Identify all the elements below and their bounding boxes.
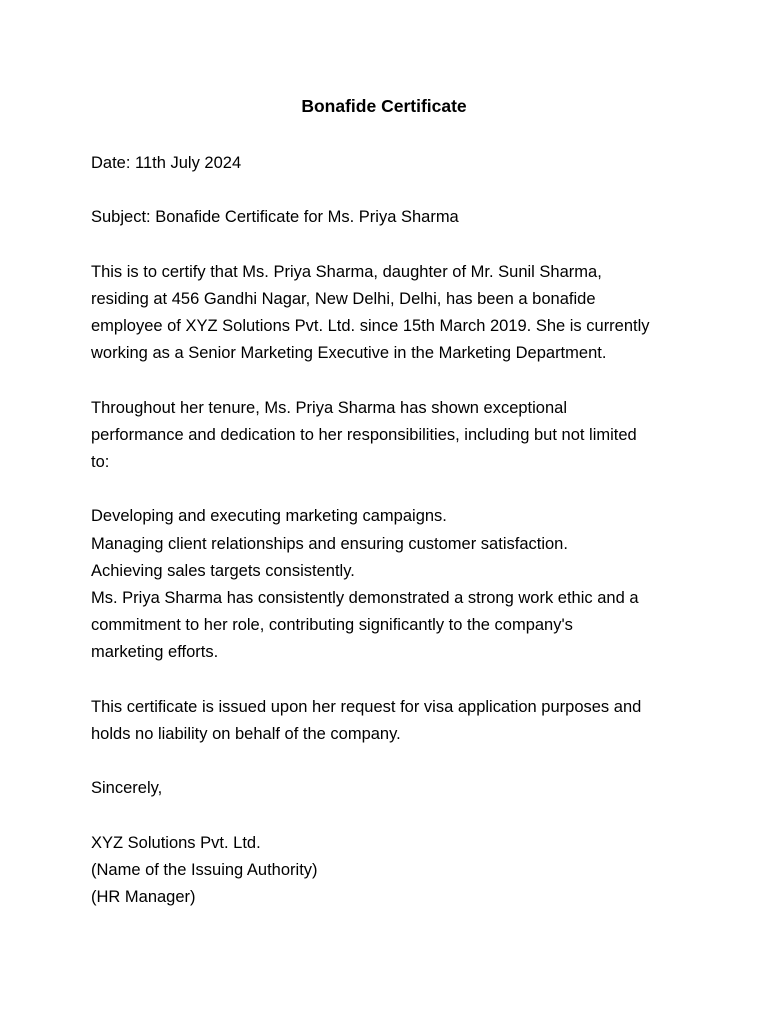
certificate-body [91, 150, 691, 911]
signature-authority-name: (Name of the Issuing Authority) [91, 860, 318, 879]
paragraph-line: This certificate is issued upon her request for visa application purposes and [91, 697, 642, 716]
paragraph-line: employee of XYZ Solutions Pvt. Ltd. since 15th March 2019. She is currently [91, 317, 650, 336]
subject-line: Subject: Bonafide Certificate for Ms. Priya Sharma [91, 208, 459, 227]
paragraph-line: performance and dedication to her responsibilities, including but not limited [91, 425, 637, 444]
list-item: Developing and executing marketing campaigns. [91, 507, 447, 526]
certification-paragraph [91, 259, 691, 368]
paragraph-line: marketing efforts. [91, 643, 219, 662]
date-line: Date: 11th July 2024 [91, 154, 242, 172]
paragraph-line: Ms. Priya Sharma has consistently demonstrated a strong work ethic and a [91, 589, 639, 607]
work-ethic-paragraph [91, 585, 691, 667]
paragraph-line: working as a Senior Marketing Executive in the Marketing Department. [91, 344, 607, 363]
performance-paragraph [91, 395, 691, 477]
paragraph-line: Throughout her tenure, Ms. Priya Sharma has shown exceptional [91, 398, 568, 417]
page-title: Bonafide Certificate [301, 96, 467, 116]
purpose-paragraph [91, 694, 691, 748]
signature-designation: (HR Manager) [91, 888, 196, 907]
responsibilities-list [91, 503, 691, 585]
list-item: Achieving sales targets consistently. [91, 561, 355, 580]
list-item: Managing client relationships and ensuring customer satisfaction. [91, 534, 568, 553]
paragraph-line: commitment to her role, contributing significantly to the company's [91, 616, 573, 635]
paragraph-line: holds no liability on behalf of the company. [91, 724, 401, 743]
signature-block [91, 830, 691, 912]
paragraph-line: to: [91, 453, 110, 472]
paragraph-line: residing at 456 Gandhi Nagar, New Delhi, Delhi, has been a bonafide [91, 289, 596, 308]
paragraph-line: This is to certify that Ms. Priya Sharma, daughter of Mr. Sunil Sharma, [91, 262, 602, 281]
closing-line: Sincerely, [91, 779, 163, 798]
signature-company: XYZ Solutions Pvt. Ltd. [91, 833, 261, 852]
